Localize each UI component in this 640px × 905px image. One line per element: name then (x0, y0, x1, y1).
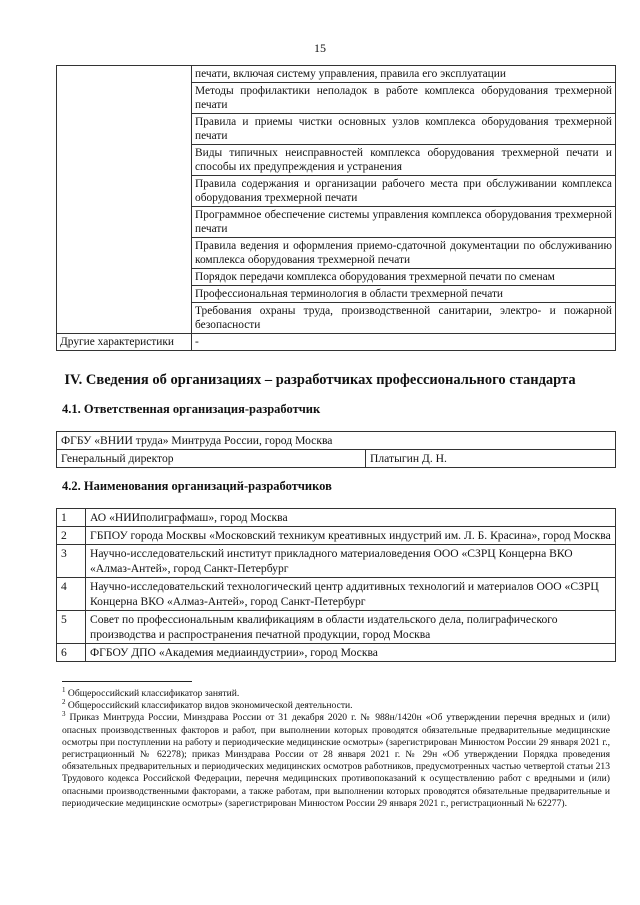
requirement-item: печати, включая систему управления, правила его эксплуатации (192, 66, 616, 83)
subsection-title-developers: 4.2. Наименования организаций-разработчиков (62, 479, 332, 493)
developer-name: АО «НИИполиграфмаш», город Москва (86, 509, 616, 527)
footnote-mark: 1 (62, 685, 66, 694)
head-name: Платыгин Д. Н. (366, 450, 616, 468)
developers-table (56, 508, 616, 662)
developer-name: Научно-исследовательский технологический центр аддитивных технологий и материалов ООО «СЗРЦ Концерна ВКО «Алмаз-Антей», город Санкт-Петербург (86, 578, 616, 611)
developer-number: 1 (57, 509, 86, 527)
other-characteristics-value: - (192, 334, 616, 351)
other-characteristics-label: Другие характеристики (57, 334, 192, 351)
footnote-text: Общероссийский классификатор занятий. (65, 688, 240, 699)
requirement-item: Правила ведения и оформления приемо-сдаточной документации по обслуживанию комплекса оборудования трехмерной печати (192, 238, 616, 269)
footnote-separator (62, 681, 192, 682)
subsection-title-responsible: 4.1. Ответственная организация-разработчик (62, 402, 321, 416)
developer-number: 4 (57, 578, 86, 611)
table-row (57, 432, 616, 450)
table-row (57, 334, 616, 351)
footnote (62, 712, 610, 810)
requirement-item: Правила и приемы чистки основных узлов комплекса оборудования трехмерной печати (192, 114, 616, 145)
footnote-text: Общероссийский классификатор видов экономической деятельности. (65, 700, 353, 712)
requirement-item: Виды типичных неисправностей комплекса оборудования трехмерной печати и способы их предупреждения и устранения (192, 145, 616, 176)
table-row (57, 578, 616, 611)
requirement-item: Порядок передачи комплекса оборудования трехмерной печати по сменам (192, 269, 616, 286)
table-row (57, 509, 616, 527)
footnote-mark: 3 (62, 710, 66, 719)
footnote (62, 700, 610, 712)
requirements-table (56, 65, 616, 351)
row-label-empty (57, 66, 192, 334)
footnote-text: Приказ Минтруда России, Минздрава России от 31 декабря 2020 г. № 988н/1420н «Об утверждении перечня вредных и (или) опасных производственных факторов и работ, при выполнении которых проводятся обязательные предварительные медицинские осмотры при поступлении на работу и периодические медицинские осмотры» (зарегистрирован Минюстом России 29 января 2021 г., регистрационный № 62278); приказ Минздрава России от 28 января 2021 г. № 29н «Об утверждении Порядка проведения обязательных предварительных и периодических медицинских осмотров работников, предусмотренных частью четвертой статьи 213 Трудового кодекса Российской Федерации, перечня медицинских противопоказаний к осуществлению работ с вредными и (или) опасными производственными факторами, а также работам, при выполнении которых проводятся обязательные предварительные и периодические медицинские осмотры» (зарегистрирован Минюстом России 29 января 2021 г., регистрационный № 62277). (62, 712, 610, 809)
developer-name: Научно-исследовательский институт прикладного материаловедения ООО «СЗРЦ Концерна ВКО «Алмаз-Антей», город Санкт-Петербург (86, 545, 616, 578)
requirement-item: Правила содержания и организации рабочего места при обслуживании комплекса оборудования трехмерной печати (192, 176, 616, 207)
requirement-item: Требования охраны труда, производственной санитарии, электро- и пожарной безопасности (192, 303, 616, 334)
table-row (57, 611, 616, 644)
footnote-mark: 2 (62, 698, 66, 707)
requirement-item: Методы профилактики неполадок в работе комплекса оборудования трехмерной печати (192, 83, 616, 114)
requirement-item: Профессиональная терминология в области трехмерной печати (192, 286, 616, 303)
table-row (57, 644, 616, 662)
table-row (57, 450, 616, 468)
footnotes (62, 685, 610, 810)
developer-number: 3 (57, 545, 86, 578)
developer-number: 5 (57, 611, 86, 644)
footnote (62, 685, 610, 700)
table-row (57, 527, 616, 545)
developer-number: 2 (57, 527, 86, 545)
page-number: 15 (314, 41, 326, 55)
developer-number: 6 (57, 644, 86, 662)
head-position: Генеральный директор (57, 450, 366, 468)
table-row (57, 545, 616, 578)
section-title: IV. Сведения об организациях – разработчиках профессионального стандарта (64, 372, 576, 388)
requirement-item: Программное обеспечение системы управления комплекса оборудования трехмерной печати (192, 207, 616, 238)
responsible-org-table (56, 431, 616, 468)
table-row (57, 66, 616, 83)
developer-name: Совет по профессиональным квалификациям в области издательского дела, полиграфического производства и распространения печатной продукции, город Москва (86, 611, 616, 644)
responsible-org-name: ФГБУ «ВНИИ труда» Минтруда России, город Москва (57, 432, 616, 450)
developer-name: ФГБОУ ДПО «Академия медиаиндустрии», город Москва (86, 644, 616, 662)
developer-name: ГБПОУ города Москвы «Московский техникум креативных индустрий им. Л. Б. Красина», город Москва (86, 527, 616, 545)
